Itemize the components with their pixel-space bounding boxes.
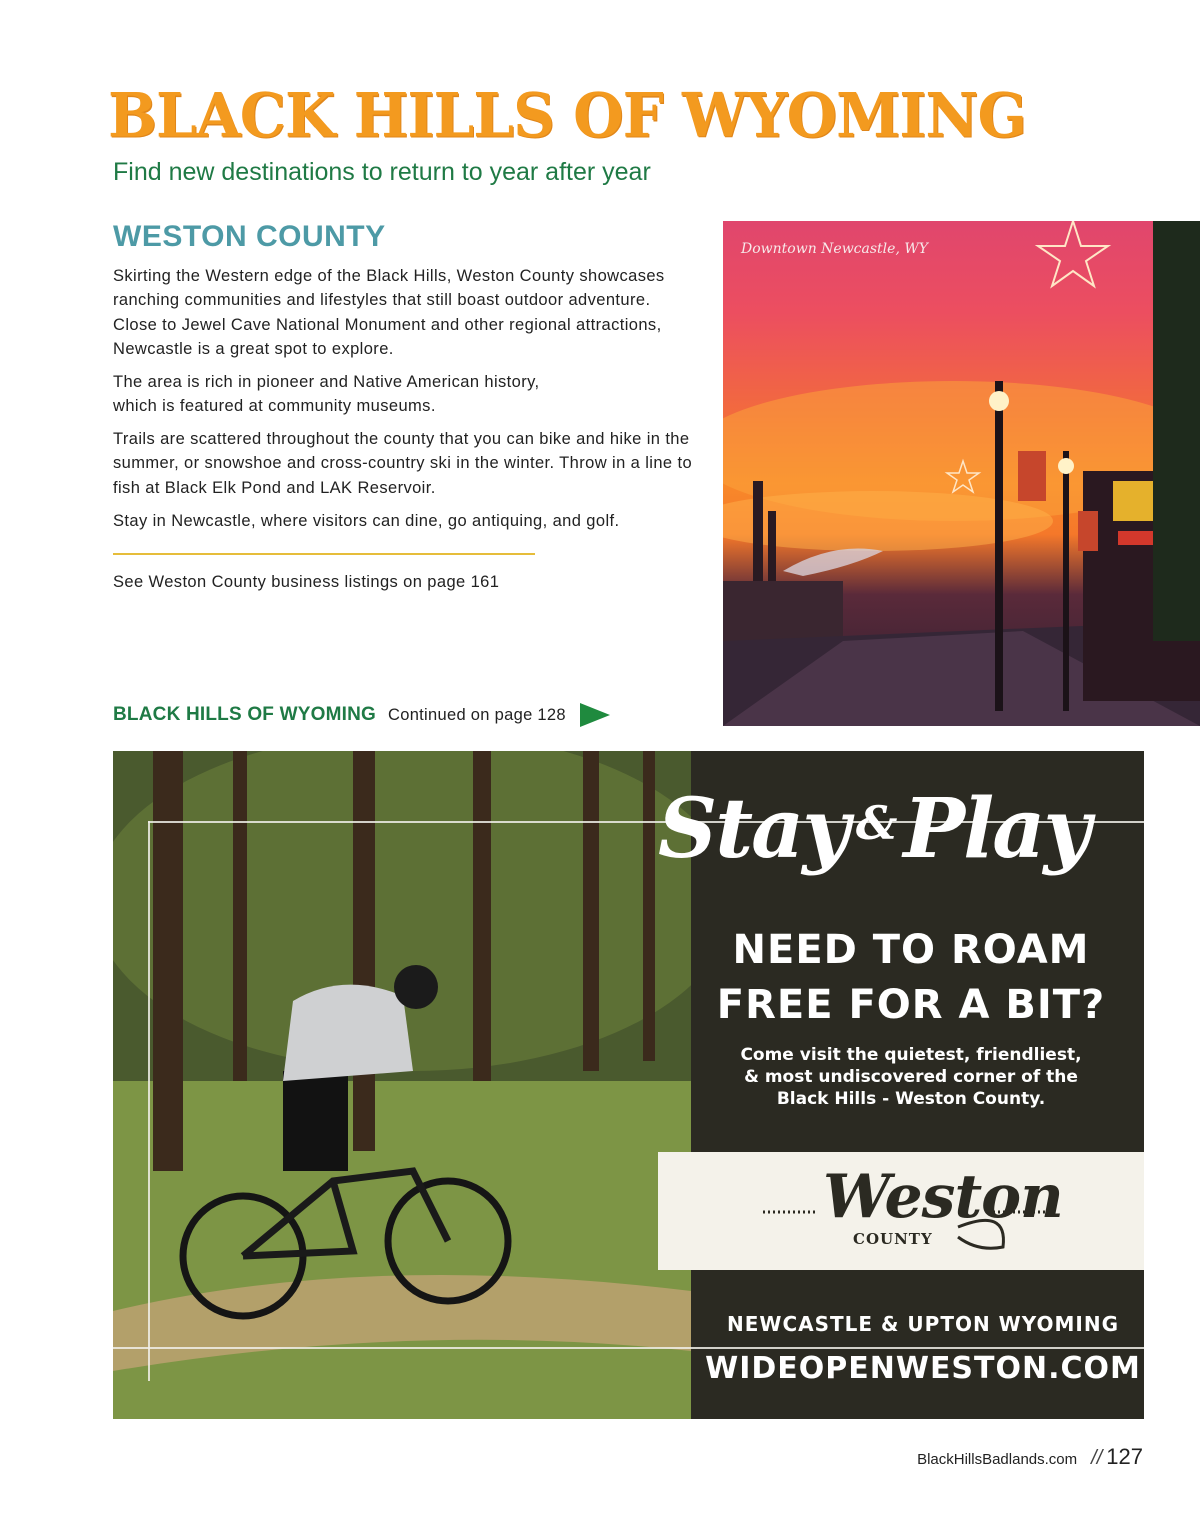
section-paragraph: Trails are scattered throughout the county that you can bike and hike in the summer, or snowshoe and cross-country ski in the winter. Throw in a line to fish at Black Elk Pond and LAK Reservoir. bbox=[113, 430, 693, 497]
section-paragraph: The area is rich in pioneer and Native American history, which is featured at community museums. bbox=[113, 373, 540, 416]
section-paragraph: Stay in Newcastle, where visitors can dine, go antiquing, and golf. bbox=[113, 512, 620, 530]
section-paragraph: Skirting the Western edge of the Black Hills, Weston County showcases ranching communities and lifestyles that still boast outdoor adventure. Close to Jewel Cave National Monument and other regional attractions, Newcastle is a great spot to explore. bbox=[113, 267, 665, 358]
page-footer bbox=[917, 1444, 1143, 1470]
frame-line bbox=[148, 821, 150, 1381]
weston-county-logo bbox=[658, 1152, 1144, 1270]
logo-script-text: Weston bbox=[823, 1162, 1063, 1232]
street-scene-illustration bbox=[723, 221, 1200, 726]
ad-website-link[interactable]: WIDEOPENWESTON.COM bbox=[705, 1351, 1141, 1386]
ad-body-text: Come visit the quietest, friendliest, bbox=[740, 1045, 1082, 1065]
section-heading: WESTON COUNTY bbox=[113, 220, 386, 253]
script-word-play: Play bbox=[903, 781, 1089, 877]
cyclist-photo bbox=[113, 751, 691, 1419]
photo-caption: Downtown Newcastle, WY bbox=[741, 241, 928, 257]
script-ampersand: & bbox=[855, 796, 896, 850]
footer-separator: // bbox=[1091, 1447, 1103, 1469]
footer-website[interactable]: BlackHillsBadlands.com bbox=[917, 1451, 1078, 1468]
ad-towns: NEWCASTLE & UPTON WYOMING bbox=[726, 1312, 1119, 1336]
stay-and-play-script bbox=[658, 781, 1144, 877]
logo-sub-text: COUNTY bbox=[853, 1230, 933, 1248]
frame-line bbox=[113, 1347, 1144, 1349]
page-title: BLACK HILLS OF WYOMING bbox=[108, 80, 1026, 152]
page-number: 127 bbox=[1106, 1444, 1143, 1469]
continuation-link[interactable] bbox=[113, 703, 610, 727]
listings-note: See Weston County business listings on page 161 bbox=[113, 573, 500, 591]
page-subtitle: Find new destinations to return to year after year bbox=[113, 158, 651, 186]
ad-body-text: Black Hills - Weston County. bbox=[776, 1089, 1046, 1109]
weston-county-ad[interactable] bbox=[113, 751, 1144, 1419]
ad-headline: FREE FOR A BIT? bbox=[716, 982, 1106, 1028]
continuation-text: Continued on page 128 bbox=[388, 705, 566, 724]
ad-headline: NEED TO ROAM bbox=[732, 927, 1090, 973]
continuation-label: BLACK HILLS OF WYOMING bbox=[113, 704, 376, 725]
ad-body-text: & most undiscovered corner of the bbox=[744, 1067, 1078, 1087]
forest-cyclist-illustration bbox=[113, 751, 691, 1419]
newcastle-photo bbox=[723, 221, 1200, 726]
divider bbox=[113, 553, 535, 555]
play-arrow-icon bbox=[580, 703, 610, 727]
script-word-stay: Stay bbox=[658, 781, 848, 877]
